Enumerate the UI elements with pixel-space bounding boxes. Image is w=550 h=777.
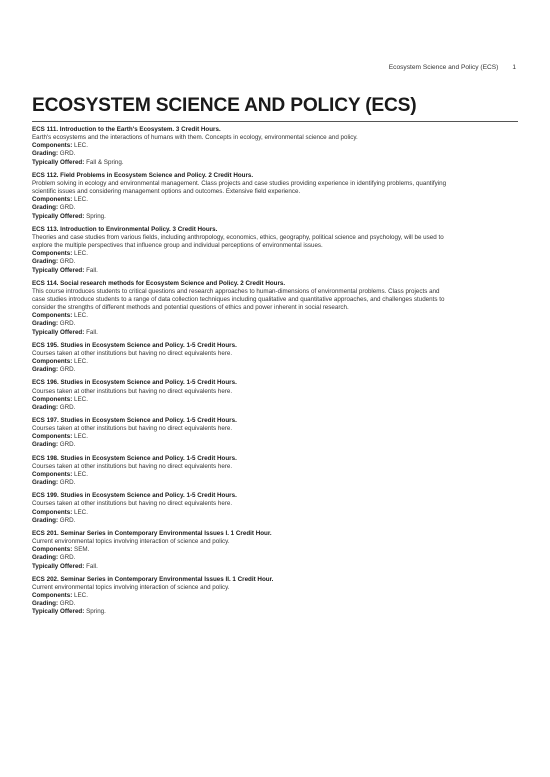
course-grading-label: Grading:	[32, 204, 59, 212]
running-header	[389, 64, 516, 71]
course-description: Courses taken at other institutions but having no direct equivalents here.	[32, 462, 233, 470]
course-description: Problem solving in ecology and environmental management. Class projects and case studies providing experience in identifying problems, quantifying	[32, 179, 447, 187]
course-grading-label: Grading:	[32, 516, 59, 524]
course-description: Courses taken at other institutions but having no direct equivalents here.	[32, 349, 233, 357]
course-offered-value: Spring.	[86, 212, 106, 220]
course-offered-label: Typically Offered:	[32, 562, 85, 570]
course-grading-value: GRD.	[59, 600, 76, 608]
course-grading-value: GRD.	[59, 441, 76, 449]
course-grading-value: GRD.	[59, 479, 76, 487]
course-grading	[32, 150, 520, 158]
course-grading-label: Grading:	[32, 366, 59, 374]
course-components	[32, 509, 520, 517]
course-entry	[32, 417, 520, 450]
course-components	[32, 592, 520, 600]
course-grading-value: GRD.	[59, 403, 76, 411]
course-grading	[32, 258, 520, 266]
course-components	[32, 358, 520, 366]
course-grading	[32, 441, 520, 449]
course-description: Courses taken at other institutions but having no direct equivalents here.	[32, 425, 233, 433]
course-offered-value: Fall.	[86, 328, 98, 336]
course-grading-label: Grading:	[32, 320, 59, 328]
course-offered-value: Fall & Spring.	[86, 158, 124, 166]
course-grading-label: Grading:	[32, 150, 59, 158]
course-description: Theories and case studies from various fields, including anthropology, economics, ethics, geography, political science and psychology, will be used to	[32, 233, 444, 241]
course-entry	[32, 576, 520, 617]
course-description: Current environmental topics involving interaction of science and policy.	[32, 583, 230, 591]
course-title: ECS 198. Studies in Ecosystem Science and Policy. 1-5 Credit Hours.	[32, 454, 237, 462]
course-components-label: Components:	[32, 546, 73, 554]
course-grading-value: GRD.	[59, 258, 76, 266]
course-components	[32, 433, 520, 441]
course-grading	[32, 320, 520, 328]
course-entry	[32, 379, 520, 412]
course-description: case studies introduce students to a range of data collection techniques including qualitative and quantitative approaches, and challenges students to	[32, 295, 445, 303]
course-components-label: Components:	[32, 591, 73, 599]
course-description: Earth's ecosystems and the interactions of humans with them. Concepts in ecology, environmental science and policy.	[32, 134, 358, 142]
course-offered	[32, 267, 520, 275]
course-entry	[32, 342, 520, 375]
course-components	[32, 312, 520, 320]
course-components-value: LEC.	[74, 591, 88, 599]
course-title: ECS 199. Studies in Ecosystem Science and Policy. 1-5 Credit Hours.	[32, 492, 237, 500]
page-title: ECOSYSTEM SCIENCE AND POLICY (ECS)	[32, 95, 518, 122]
page-number: 1	[512, 64, 516, 71]
course-grading	[32, 204, 520, 212]
course-offered-value: Spring.	[86, 608, 106, 616]
course-description: Current environmental topics involving interaction of science and policy.	[32, 538, 230, 546]
course-description: scientific issues and considering management options and outcomes. Extensive field experience.	[32, 188, 301, 196]
course-title: ECS 201. Seminar Series in Contemporary Environmental Issues I. 1 Credit Hour.	[32, 529, 272, 537]
course-components-label: Components:	[32, 470, 73, 478]
course-grading	[32, 479, 520, 487]
course-entry	[32, 530, 520, 571]
course-grading	[32, 600, 520, 608]
course-entry	[32, 280, 520, 337]
course-description: This course introduces students to critical questions and research approaches to human-dimensions of environmental problems. Class projects and	[32, 287, 440, 295]
course-components-value: LEC.	[74, 250, 88, 258]
course-grading-label: Grading:	[32, 441, 59, 449]
course-entry	[32, 492, 520, 525]
course-title: ECS 196. Studies in Ecosystem Science and Policy. 1-5 Credit Hours.	[32, 379, 237, 387]
course-offered	[32, 608, 520, 616]
course-components-value: LEC.	[74, 358, 88, 366]
course-grading-value: GRD.	[59, 150, 76, 158]
course-title: ECS 114. Social research methods for Ecosystem Science and Policy. 2 Credit Hours.	[32, 279, 286, 287]
course-grading-label: Grading:	[32, 403, 59, 411]
course-title: ECS 197. Studies in Ecosystem Science and Policy. 1-5 Credit Hours.	[32, 417, 237, 424]
course-components-label: Components:	[32, 508, 73, 516]
course-components	[32, 142, 520, 150]
course-offered	[32, 213, 520, 221]
course-components-value: LEC.	[74, 312, 88, 320]
course-description: explore the multiple perspectives that influence group and individual perceptions of environmental issues.	[32, 242, 323, 250]
course-grading-value: GRD.	[59, 366, 76, 374]
course-offered-label: Typically Offered:	[32, 266, 85, 274]
course-offered-label: Typically Offered:	[32, 608, 85, 616]
course-components-label: Components:	[32, 142, 73, 150]
course-offered-value: Fall.	[86, 562, 98, 570]
course-grading-label: Grading:	[32, 554, 59, 562]
course-components	[32, 396, 520, 404]
course-grading-value: GRD.	[59, 204, 76, 212]
course-grading-value: GRD.	[59, 516, 76, 524]
course-grading-value: GRD.	[59, 320, 76, 328]
course-components-value: LEC.	[74, 142, 88, 150]
course-title: ECS 111. Introduction to the Earth's Ecosystem. 3 Credit Hours.	[32, 126, 221, 133]
course-components-value: SEM.	[74, 546, 90, 554]
course-components-value: LEC.	[74, 395, 88, 403]
course-grading	[32, 404, 520, 412]
course-components	[32, 546, 520, 554]
course-grading	[32, 554, 520, 562]
course-offered	[32, 329, 520, 337]
course-entry	[32, 172, 520, 221]
course-components	[32, 250, 520, 258]
course-offered-value: Fall.	[86, 266, 98, 274]
course-title: ECS 112. Field Problems in Ecosystem Science and Policy. 2 Credit Hours.	[32, 171, 254, 179]
course-grading	[32, 366, 520, 374]
course-components-label: Components:	[32, 312, 73, 320]
course-title: ECS 195. Studies in Ecosystem Science and Policy. 1-5 Credit Hours.	[32, 341, 237, 349]
course-components-value: LEC.	[74, 470, 88, 478]
course-grading-value: GRD.	[59, 554, 76, 562]
course-offered-label: Typically Offered:	[32, 212, 85, 220]
course-components-value: LEC.	[74, 433, 88, 441]
course-components-value: LEC.	[74, 508, 88, 516]
course-grading-label: Grading:	[32, 600, 59, 608]
course-grading-label: Grading:	[32, 258, 59, 266]
course-description: Courses taken at other institutions but having no direct equivalents here.	[32, 387, 233, 395]
course-components-label: Components:	[32, 250, 73, 258]
course-grading-label: Grading:	[32, 479, 59, 487]
course-components-label: Components:	[32, 358, 73, 366]
course-offered-label: Typically Offered:	[32, 158, 85, 166]
course-title: ECS 113. Introduction to Environmental Policy. 3 Credit Hours.	[32, 225, 218, 233]
course-offered-label: Typically Offered:	[32, 328, 85, 336]
course-components-label: Components:	[32, 395, 73, 403]
course-list	[32, 126, 520, 621]
course-entry	[32, 455, 520, 488]
course-offered	[32, 159, 520, 167]
course-title: ECS 202. Seminar Series in Contemporary Environmental Issues II. 1 Credit Hour.	[32, 575, 274, 583]
course-entry	[32, 126, 520, 167]
course-components-label: Components:	[32, 196, 73, 204]
course-description: consider the strengths of different methods and potential questions of ethics and power inherent in social research.	[32, 304, 349, 312]
course-offered	[32, 563, 520, 571]
course-description: Courses taken at other institutions but having no direct equivalents here.	[32, 500, 233, 508]
course-entry	[32, 226, 520, 275]
course-grading	[32, 517, 520, 525]
course-components	[32, 196, 520, 204]
course-components-value: LEC.	[74, 196, 88, 204]
running-title: Ecosystem Science and Policy (ECS)	[388, 64, 499, 71]
course-components	[32, 471, 520, 479]
course-components-label: Components:	[32, 433, 73, 441]
